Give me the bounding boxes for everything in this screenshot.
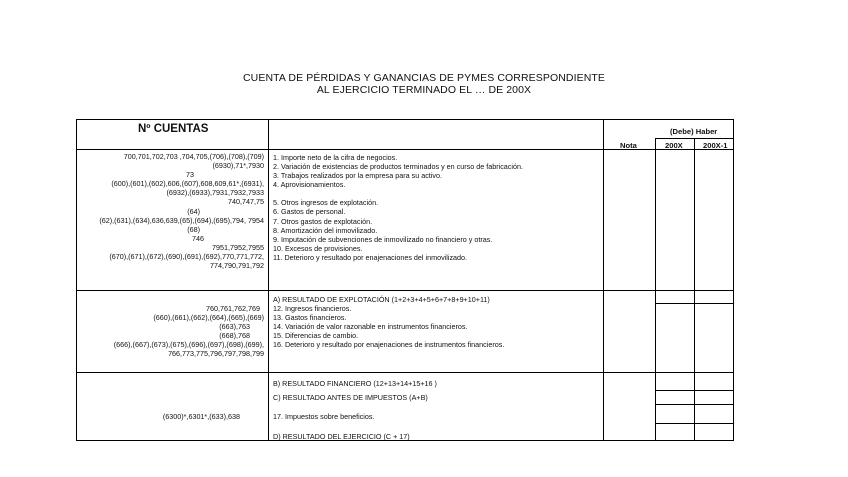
header-year-previous: 200X-1 — [703, 141, 728, 150]
tax-item: 17. Impuestos sobre beneficios. — [273, 412, 375, 421]
pyg-item: 9. Imputación de subvenciones de inmovilizado no financiero y otras. — [273, 234, 493, 244]
pyg-item: 11. Deterioro y resultado por enajenaciones del inmovilizado. — [273, 252, 468, 262]
row-line — [655, 390, 734, 391]
pyg-item: 13. Gastos financieros. — [273, 313, 347, 323]
account-codes: (6930),71*,7930 — [212, 161, 264, 171]
block2-accounts — [114, 304, 264, 359]
pyg-item: 4. Aprovisionamientos. — [273, 180, 346, 190]
block2-bottom-line — [76, 372, 734, 373]
pyg-item: 16. Deterioro y resultado por enajenaciones de instrumentos financieros. — [273, 340, 505, 350]
row-line — [655, 303, 734, 304]
pyg-item: 6. Gastos de personal. — [273, 207, 346, 217]
account-codes: (600),(601),(602),606,(607),608,609,61*,(6931), — [111, 179, 264, 189]
result-b: B) RESULTADO FINANCIERO (12+13+14+15+16 ) — [273, 379, 437, 388]
pyg-item: 12. Ingresos financieros. — [273, 304, 352, 314]
row-line — [655, 423, 734, 424]
account-codes: (663),763 — [219, 322, 250, 332]
account-codes: 740,747,75 — [228, 197, 264, 207]
pyg-item: 8. Amortización del inmovilizado. — [273, 225, 378, 235]
pyg-item: 2. Variación de existencias de productos terminados y en curso de fabricación. — [273, 162, 523, 172]
pyg-item: 3. Trabajos realizados por la empresa para su activo. — [273, 171, 442, 181]
pyg-item: 1. Importe neto de la cifra de negocios. — [273, 153, 398, 162]
account-codes: (666),(667),(673),(675),(696),(697),(698),(699), — [113, 340, 264, 350]
account-codes: 7951,7952,7955 — [212, 242, 264, 252]
result-a: A) RESULTADO DE EXPLOTACIÓN (1+2+3+4+5+6+7+8+9+10+11) — [273, 295, 490, 304]
pyg-item: 7. Otros gastos de explotación. — [273, 216, 373, 226]
header-cuentas: Nº CUENTAS — [138, 123, 209, 135]
block1-bottom-line — [76, 290, 734, 291]
account-codes: 760,761,762,769 — [206, 304, 260, 313]
account-codes: (62),(631),(634),636,639,(65),(694),(695),794, 7954 — [99, 215, 264, 225]
pyg-item: 14. Variación de valor razonable en instrumentos financieros. — [273, 322, 468, 332]
account-codes: 700,701,702,703 ,704,705,(706),(708),(709) — [123, 152, 264, 161]
row-line — [655, 404, 734, 405]
account-codes: 774,790,791,792 — [210, 261, 264, 271]
header-sub-line — [655, 138, 734, 139]
header-nota: Nota — [620, 141, 637, 150]
account-codes: (68) — [187, 224, 200, 234]
tax-accounts: (6300)*,6301*,(633),638 — [162, 412, 240, 421]
result-d: D) RESULTADO DEL EJERCICIO (C + 17) — [273, 432, 410, 441]
header-year-current: 200X — [665, 141, 683, 150]
pyg-item-spacer — [273, 189, 523, 198]
block1-items — [273, 153, 523, 262]
header-debe-haber: (Debe) Haber — [670, 127, 718, 136]
title-line-2: AL EJERCICIO TERMINADO EL … DE 200X — [316, 84, 532, 96]
account-codes: 746 — [192, 233, 204, 243]
account-codes: (6932),(6933),7931,7932,7933 — [166, 188, 264, 198]
col-divider-nota — [603, 119, 604, 441]
block2-items — [273, 295, 504, 350]
block1-accounts — [99, 152, 264, 270]
account-codes: (668),768 — [219, 331, 250, 341]
col-divider-accounts — [268, 119, 269, 441]
result-c: C) RESULTADO ANTES DE IMPUESTOS (A+B) — [273, 393, 428, 402]
account-codes: (670),(671),(672),(690),(691),(692),770,771,772, — [109, 252, 264, 262]
pyg-item: 10. Excesos de provisiones. — [273, 243, 363, 253]
document-title — [0, 72, 848, 96]
pyg-item: 15. Diferencias de cambio. — [273, 331, 359, 341]
account-codes: 73 — [186, 170, 194, 180]
account-codes: 766,773,775,796,797,798,799 — [168, 349, 264, 359]
account-codes: (64) — [187, 206, 200, 216]
account-codes: (660),(661),(662),(664),(665),(669) — [153, 313, 264, 323]
title-line-1: CUENTA DE PÉRDIDAS Y GANANCIAS DE PYMES CORRESPONDIENTE — [243, 72, 605, 84]
pyg-item: 5. Otros ingresos de explotación. — [273, 198, 379, 208]
